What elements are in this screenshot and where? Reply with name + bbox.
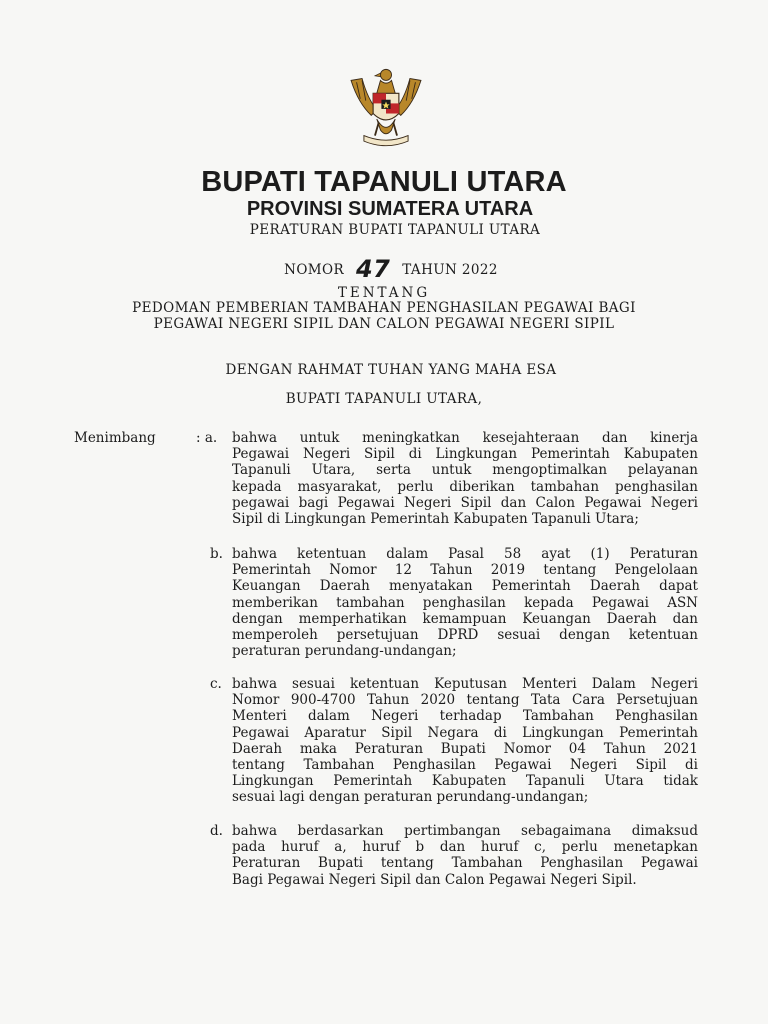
item-line: bahwa untuk meningkatkan kesejahteraan dan kinerja	[232, 430, 698, 446]
item-line: pada huruf a, huruf b dan huruf c, perlu menetapkan	[232, 839, 698, 856]
item-letter: c.	[210, 676, 222, 692]
item-line: sesuai lagi dengan peraturan perundang-undangan;	[232, 789, 589, 806]
about-heading: TENTANG	[337, 285, 431, 301]
item-line: Bagi Pegawai Negeri Sipil dan Calon Pegawai Negeri Sipil.	[232, 871, 637, 888]
item-line: dengan memperhatikan kemampuan Keuangan Daerah dan	[232, 610, 698, 627]
item-line: Menteri dalam Negeri terhadap Tambahan Penghasilan	[232, 708, 698, 725]
regulation-type: PERATURAN BUPATI TAPANULI UTARA	[249, 222, 541, 238]
subject-line-1: PEDOMAN PEMBERIAN TAMBAHAN PENGHASILAN PEGAWAI BAGI	[132, 300, 636, 316]
item-line: Pemerintah Nomor 12 Tahun 2019 tentang Pengelolaan	[232, 562, 698, 579]
item-line: bahwa ketentuan dalam Pasal 58 ayat (1) Peraturan	[232, 546, 698, 562]
item-line: Sipil di Lingkungan Pemerintah Kabupaten Tapanuli Utara;	[232, 511, 639, 528]
item-line: Keuangan Daerah menyatakan Pemerintah Daerah dapat	[232, 578, 698, 595]
item-line: memperoleh persetujuan DPRD sesuai dengan ketentuan	[232, 627, 698, 644]
regulation-year: TAHUN 2022	[402, 262, 498, 278]
item-line: Lingkungan Pemerintah Kabupaten Tapanuli Utara tidak	[232, 773, 698, 790]
item-line: Pegawai Negeri Sipil di Lingkungan Pemerintah Kabupaten	[232, 446, 698, 463]
considering-label: Menimbang	[74, 430, 156, 446]
subject-line-2: PEGAWAI NEGERI SIPIL DAN CALON PEGAWAI NEGERI SIPIL	[153, 316, 615, 332]
regulation-number	[0, 255, 768, 283]
considering-item-b	[210, 546, 698, 660]
official-line: BUPATI TAPANULI UTARA,	[285, 391, 483, 407]
item-line: peraturan perundang-undangan;	[232, 643, 457, 660]
item-line: tentang Tambahan Penghasilan Pegawai Negeri Sipil di	[232, 757, 698, 774]
considering-item-d	[210, 823, 698, 888]
considering-item-a	[232, 430, 698, 527]
considering-colon: : a.	[196, 430, 218, 446]
blessing-line: DENGAN RAHMAT TUHAN YANG MAHA ESA	[225, 362, 557, 378]
considering-item-c	[210, 676, 698, 806]
item-line: bahwa sesuai ketentuan Keputusan Menteri Dalam Negeri	[232, 676, 698, 692]
item-line: Peraturan Bupati tentang Tambahan Penghasilan Pegawai	[232, 855, 698, 872]
official-title: BUPATI TAPANULI UTARA	[201, 166, 567, 198]
item-line: memberikan tambahan penghasilan kepada Pegawai ASN	[232, 594, 698, 611]
item-line: Pegawai Aparatur Sipil Negara di Lingkungan Pemerintah	[232, 724, 698, 741]
province-title: PROVINSI SUMATERA UTARA	[246, 198, 534, 220]
number-prefix: NOMOR	[284, 262, 345, 278]
item-line: kepada masyarakat, perlu diberikan tambahan penghasilan	[232, 478, 698, 495]
item-line: Nomor 900-4700 Tahun 2020 tentang Tata Cara Persetujuan	[232, 692, 698, 709]
item-line: pegawai bagi Pegawai Negeri Sipil dan Calon Pegawai Negeri	[232, 494, 698, 511]
item-line: bahwa berdasarkan pertimbangan sebagaimana dimaksud	[232, 823, 698, 839]
garuda-pancasila-emblem	[340, 62, 432, 154]
regulation-number-value: 47	[356, 255, 391, 283]
item-letter: b.	[210, 546, 223, 562]
item-line: Tapanuli Utara, serta untuk mengoptimalkan pelayanan	[232, 462, 698, 479]
item-letter: d.	[210, 823, 223, 839]
item-line: Daerah maka Peraturan Bupati Nomor 04 Tahun 2021	[232, 740, 698, 757]
